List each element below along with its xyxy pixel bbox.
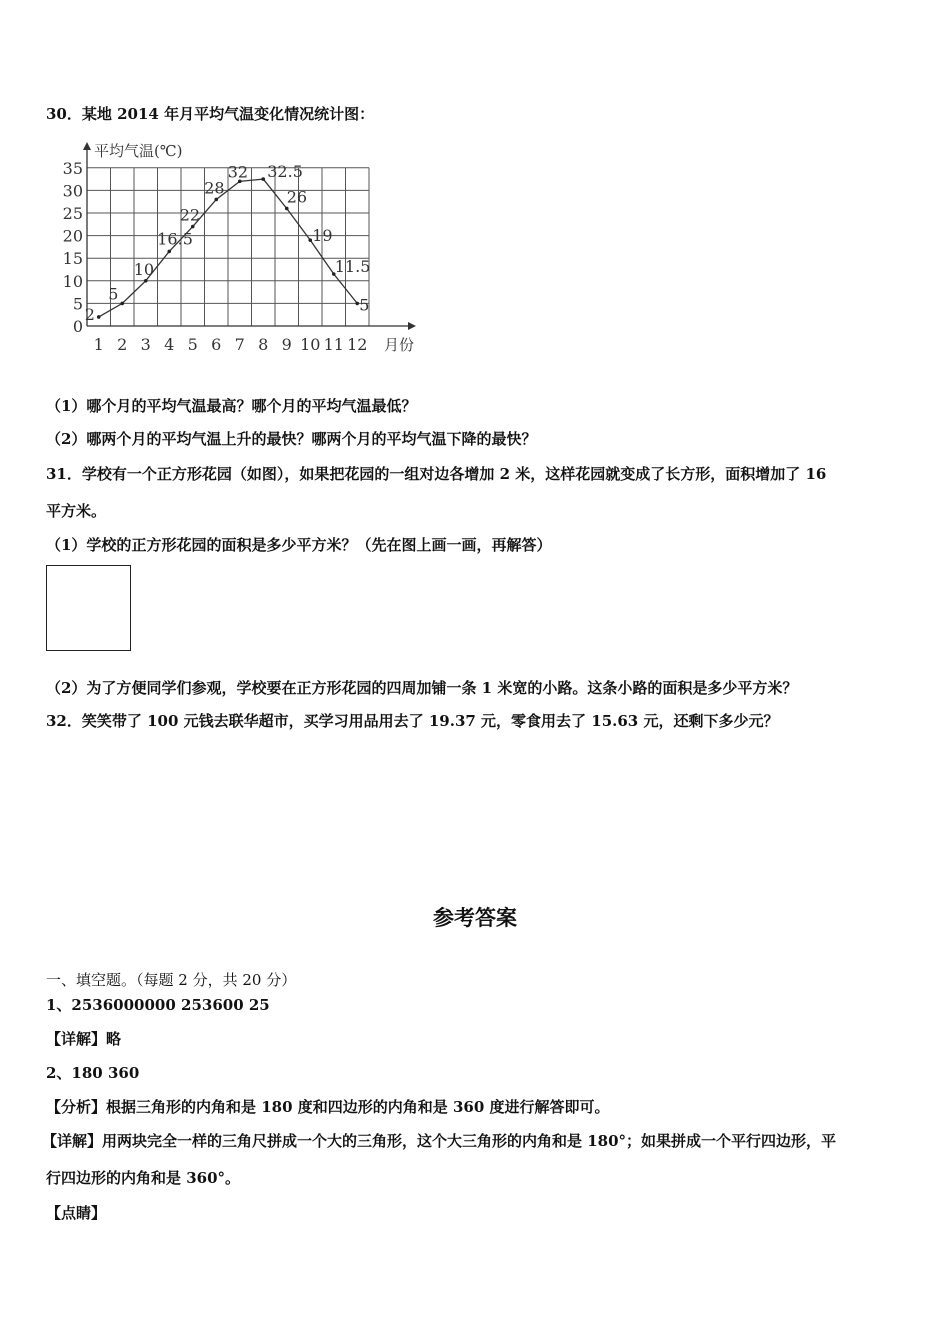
answer-2-analysis: 【分析】根据三角形的内角和是 180 度和四边形的内角和是 360 度进行解答即可。 (46, 1098, 610, 1116)
y-axis-arrow (83, 142, 91, 150)
x-tick-label: 6 (211, 335, 222, 354)
q32-text: 32．笑笑带了 100 元钱去联华超市，买学习用品用去了 19.37 元，零食用去了 15.63 元，还剩下多少元？ (46, 712, 779, 730)
data-point (261, 177, 265, 181)
answers-section: 一、填空题。（每题 2 分，共 20 分） (46, 971, 297, 989)
x-axis-label: 月份 (384, 336, 415, 354)
temperature-line-chart (62, 136, 437, 361)
x-axis-arrow (408, 322, 416, 330)
data-label: 28 (204, 178, 225, 198)
y-axis-label: 平均气温(℃) (94, 142, 183, 160)
data-label: 5 (359, 295, 370, 315)
y-tick-label: 30 (62, 181, 83, 201)
y-tick-labels (63, 159, 83, 336)
answer-2: 2、180 360 (46, 1064, 140, 1082)
answer-2-detail-1: 【详解】用两块完全一样的三角尺拼成一个大的三角形，这个大三角形的内角和是 180°；如果拼成一个平行四边形，平 (42, 1132, 837, 1150)
data-label: 22 (179, 205, 201, 225)
q31-line2: 平方米。 (46, 502, 107, 520)
data-label: 19 (312, 226, 333, 246)
y-tick-label: 25 (62, 204, 83, 223)
y-tick-label: 15 (62, 249, 83, 269)
q31-line1: 31．学校有一个正方形花园（如图），如果把花园的一组对边各增加 2 米，这样花园就变成了长方形，面积增加了 16 (46, 465, 827, 483)
answer-1-detail: 【详解】略 (46, 1030, 122, 1048)
y-tick-label: 35 (62, 158, 83, 178)
x-tick-label: 4 (164, 335, 175, 354)
data-point (214, 198, 218, 202)
q30-sub2: （2）哪两个月的平均气温上升的最快？哪两个月的平均气温下降的最快？ (46, 430, 537, 448)
data-point (120, 302, 124, 306)
x-tick-label: 8 (258, 335, 269, 354)
answer-2-point: 【点睛】 (46, 1204, 107, 1222)
data-label: 26 (286, 187, 308, 207)
answers-heading: 参考答案 (433, 905, 517, 930)
data-point (191, 225, 195, 229)
q31-sub1: （1）学校的正方形花园的面积是多少平方米？（先在图上画一画，再解答） (46, 536, 552, 554)
data-label: 32 (227, 162, 249, 182)
x-tick-label: 12 (347, 335, 368, 354)
q31-sub2: （2）为了方便同学们参观，学校要在正方形花园的四周加铺一条 1 米宽的小路。这条小路的面积是多少平方米？ (46, 679, 798, 697)
y-tick-label: 20 (62, 226, 83, 246)
answer-1: 1、2536000000 253600 25 (46, 996, 270, 1014)
answer-2-detail-2: 行四边形的内角和是 360°。 (46, 1169, 241, 1187)
square-garden-figure (46, 565, 131, 651)
y-tick-label: 0 (72, 317, 83, 336)
data-point (97, 315, 101, 319)
chart-grid (84, 168, 369, 326)
data-label: 5 (108, 284, 119, 304)
x-tick-label: 5 (187, 335, 198, 354)
y-tick-label: 5 (72, 294, 83, 314)
data-label: 16.5 (157, 229, 193, 249)
y-tick-label: 10 (62, 271, 83, 291)
x-tick-label: 10 (300, 335, 321, 354)
q30-title: 30．某地 2014 年月平均气温变化情况统计图： (46, 105, 375, 123)
x-tick-label: 9 (281, 335, 292, 354)
data-point (285, 207, 289, 211)
x-tick-label: 1 (93, 335, 104, 354)
x-tick-label: 11 (323, 335, 344, 354)
data-point (144, 279, 148, 283)
data-label: 32.5 (267, 162, 303, 182)
x-tick-label: 3 (140, 335, 151, 354)
x-tick-label: 7 (234, 335, 245, 354)
data-label: 2 (84, 304, 95, 324)
data-label: 10 (133, 259, 155, 279)
data-point (167, 250, 171, 254)
x-tick-labels (94, 335, 368, 354)
q30-sub1: （1）哪个月的平均气温最高？哪个月的平均气温最低？ (46, 397, 417, 415)
x-tick-label: 2 (117, 335, 128, 354)
data-label: 11.5 (334, 257, 371, 277)
